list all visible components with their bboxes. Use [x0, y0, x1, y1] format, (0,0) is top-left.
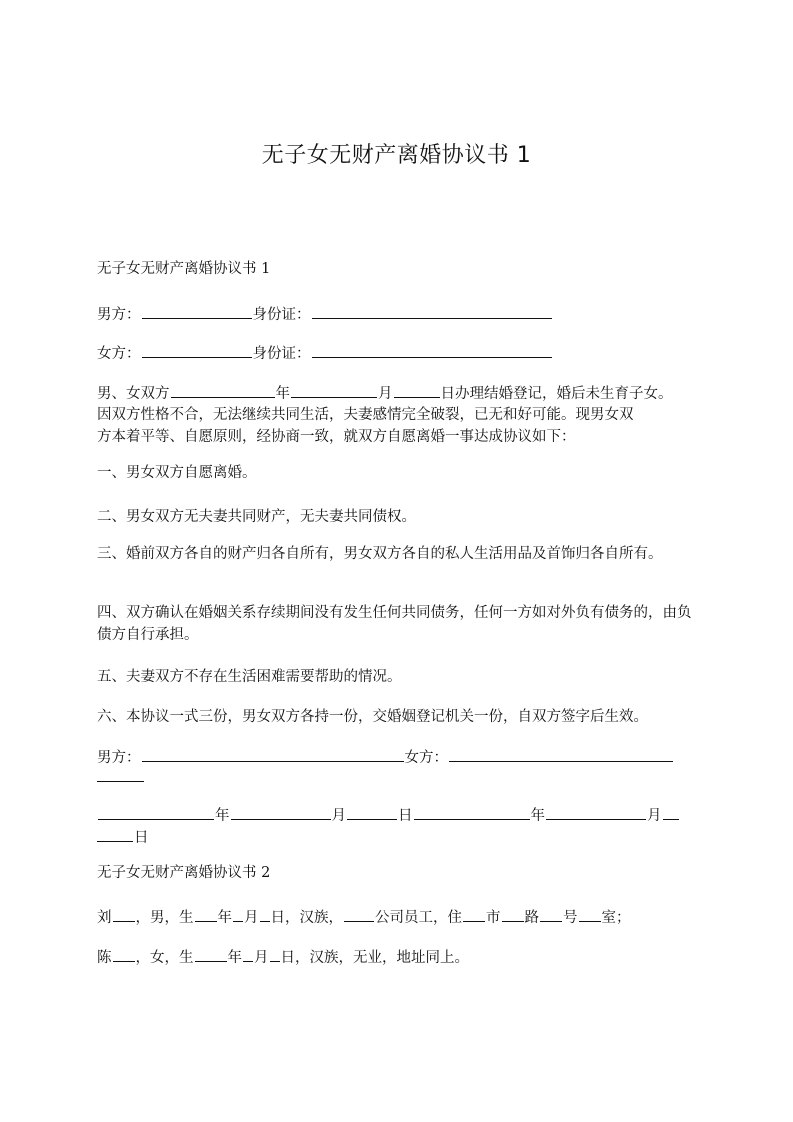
- intro-paragraph-line-2: 因双方性格不合，无法继续共同生活，夫妻感情完全破裂，已无和好可能。现男女双: [97, 407, 634, 423]
- marriage-day-blank: [394, 382, 440, 398]
- date-line: [97, 804, 697, 827]
- sign-male-label: 男方：: [97, 750, 141, 766]
- clause-5: 五、夫妻双方不存在生活困难需要帮助的情况。: [97, 669, 402, 685]
- section-heading-1: 无子女无财产离婚协议书 1: [97, 261, 271, 277]
- male-label: 男方：: [97, 307, 141, 323]
- chen-gender-text: ，女，生: [135, 950, 194, 966]
- party-liu-line: [97, 906, 697, 929]
- month-label: 月: [647, 808, 662, 824]
- clause-6: 六、本协议一式三份，男女双方各持一份，交婚姻登记机关一份，自双方签字后生效。: [97, 709, 648, 725]
- liu-occupation-text: 公司员工，住: [375, 910, 462, 926]
- chen-birth-month-blank: [243, 946, 253, 962]
- male-id-blank: [312, 303, 552, 319]
- chen-ethnicity-text: ，汉族，无业，地址同上。: [295, 950, 469, 966]
- female-name-blank: [142, 342, 252, 358]
- liu-company-blank: [344, 906, 374, 922]
- female-id-label: 身份证：: [252, 346, 311, 362]
- liu-name-blank: [113, 906, 135, 922]
- year-label: 年: [215, 808, 230, 824]
- marriage-year-blank: [171, 382, 275, 398]
- male-name-blank: [142, 303, 252, 319]
- sign-male-blank: [142, 746, 404, 762]
- female-id-blank: [312, 342, 552, 358]
- city-label: 市: [486, 910, 501, 926]
- liu-number-blank: [540, 906, 562, 922]
- liu-surname: 刘: [97, 910, 112, 926]
- number-label: 号: [563, 910, 578, 926]
- clause-4: 四、双方确认在婚姻关系存续期间没有发生任何共同债务，任何一方如对外负有债务的，由负债方自行承担。: [97, 605, 692, 643]
- month-label: 月: [244, 910, 259, 926]
- month-label: 月: [331, 808, 346, 824]
- chen-birth-year-blank: [195, 946, 227, 962]
- road-label: 路: [524, 910, 539, 926]
- date-line-cont: [97, 826, 697, 849]
- liu-road-blank: [502, 906, 524, 922]
- male-sign-year-blank: [98, 804, 214, 820]
- male-sign-day-blank: [347, 804, 397, 820]
- intro-day-text: 日办理结婚登记，婚后未生育子女。: [440, 386, 673, 402]
- month-label: 月: [254, 950, 269, 966]
- liu-birth-year-blank: [195, 906, 217, 922]
- day-label: 日: [134, 830, 149, 846]
- year-label: 年: [217, 910, 232, 926]
- male-sign-month-blank: [231, 804, 331, 820]
- female-party-line: [97, 342, 697, 365]
- female-sign-day-blank: [663, 804, 679, 820]
- male-party-line: [97, 303, 697, 326]
- liu-city-blank: [463, 906, 485, 922]
- intro-paragraph-line-3: 方本着平等、自愿原则，经协商一致，就双方自愿离婚一事达成协议如下：: [97, 429, 576, 445]
- year-label: 年: [227, 950, 242, 966]
- female-sign-month-blank: [546, 804, 646, 820]
- sign-female-label: 女方：: [404, 750, 448, 766]
- sign-female-blank-cont: [97, 780, 144, 782]
- female-sign-year-blank: [414, 804, 530, 820]
- year-label: 年: [275, 386, 290, 402]
- clause-1: 一、男女双方自愿离婚。: [97, 465, 257, 481]
- liu-birth-month-blank: [233, 906, 243, 922]
- year-label: 年: [530, 808, 545, 824]
- day-label: 日: [270, 910, 285, 926]
- document-title: 无子女无财产离婚协议书 1: [261, 143, 532, 168]
- room-label: 室；: [601, 910, 631, 926]
- liu-gender-text: ，男，生: [135, 910, 194, 926]
- male-id-label: 身份证：: [252, 307, 311, 323]
- party-chen-line: [97, 946, 697, 969]
- month-label: 月: [378, 386, 393, 402]
- signature-line: [97, 746, 697, 769]
- clause-2: 二、男女双方无夫妻共同财产，无夫妻共同债权。: [97, 509, 416, 525]
- sign-female-blank: [449, 746, 673, 762]
- liu-room-blank: [579, 906, 601, 922]
- chen-name-blank: [113, 946, 135, 962]
- marriage-month-blank: [291, 382, 377, 398]
- section-heading-2: 无子女无财产离婚协议书 2: [97, 865, 271, 881]
- female-label: 女方：: [97, 346, 141, 362]
- clause-3: 三、婚前双方各自的财产归各自所有，男女双方各自的私人生活用品及首饰归各自所有。: [97, 546, 663, 562]
- liu-birth-day-blank: [260, 906, 270, 922]
- intro-paragraph-line-1: [97, 382, 697, 405]
- day-label: 日: [280, 950, 295, 966]
- day-label: 日: [398, 808, 413, 824]
- female-sign-day-blank-cont: [97, 826, 133, 842]
- intro-text: 男、女双方: [97, 386, 170, 402]
- chen-birth-day-blank: [270, 946, 280, 962]
- chen-surname: 陈: [97, 950, 112, 966]
- liu-ethnicity-text: ，汉族，: [285, 910, 343, 926]
